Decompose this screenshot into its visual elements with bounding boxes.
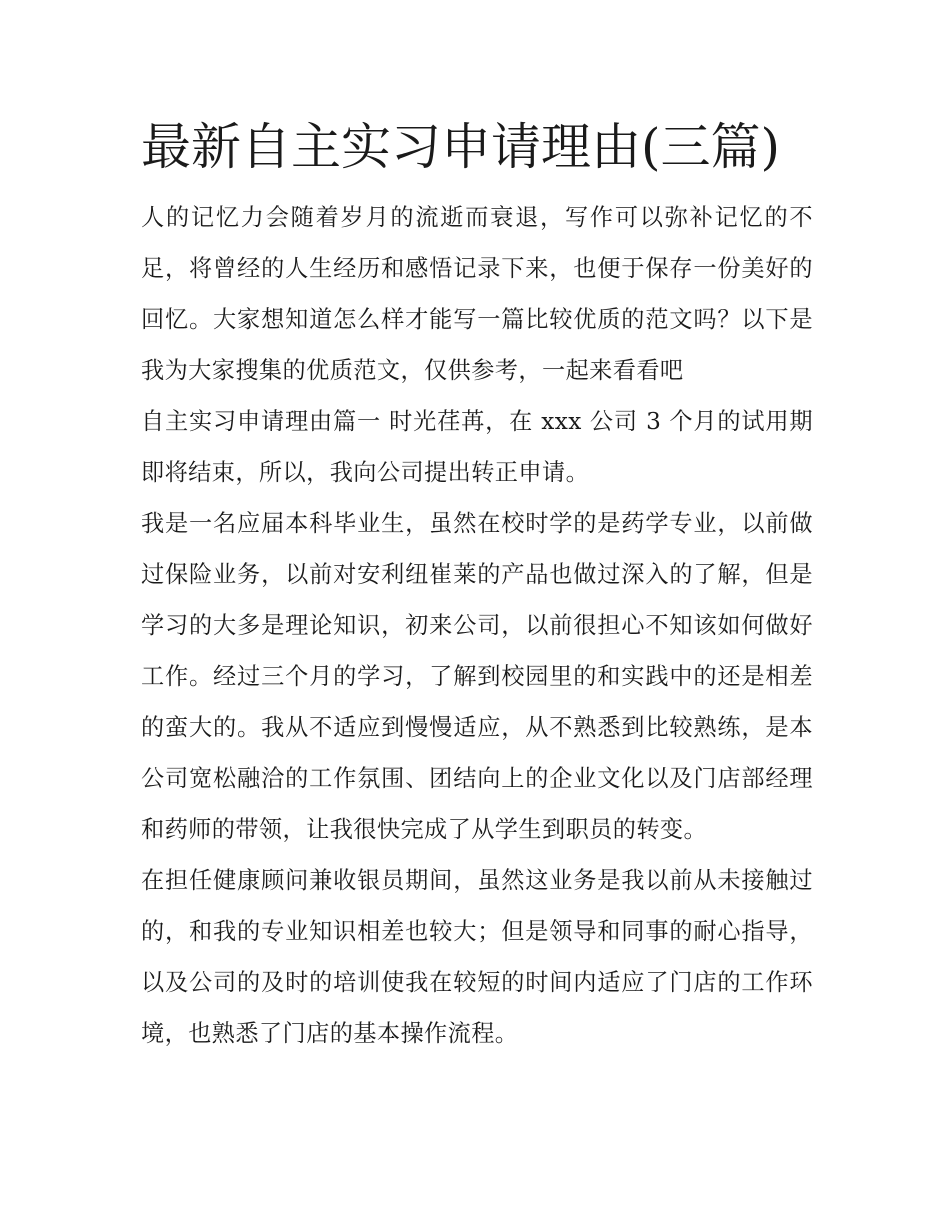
- paragraph-intro: 人的记忆力会随着岁月的流逝而衰退，写作可以弥补记忆的不足，将曾经的人生经历和感悟记录下来，也便于保存一份美好的回忆。大家想知道怎么样才能写一篇比较优质的范文吗？以下是我为大家搜集的优质范文，仅供参考，一起来看看吧: [141, 204, 813, 384]
- document-body: [141, 110, 813, 1059]
- paragraph-background: 我是一名应届本科毕业生，虽然在校时学的是药学专业，以前做过保险业务，以前对安利纽崔莱的产品也做过深入的了解，但是学习的大多是理论知识，初来公司，以前很担心不知该如何做好工作。经过三个月的学习，了解到校园里的和实践中的还是相差的蛮大的。我从不适应到慢慢适应，从不熟悉到比较熟练，是本公司宽松融洽的工作氛围、团结向上的企业文化以及门店部经理和药师的带领，让我很快完成了从学生到职员的转变。: [141, 510, 813, 843]
- document-title: 最新自主实习申请理由(三篇): [141, 118, 781, 176]
- paragraph-work-experience: 在担任健康顾问兼收银员期间，虽然这业务是我以前从未接触过的，和我的专业知识相差也较大；但是领导和同事的耐心指导，以及公司的及时的培训使我在较短的时间内适应了门店的工作环境，也熟悉了门店的基本操作流程。: [141, 867, 813, 1047]
- paragraph-article-one-opening: 自主实习申请理由篇一 时光荏苒，在 xxx 公司 3 个月的试用期即将结束，所以，我向公司提出转正申请。: [141, 408, 813, 486]
